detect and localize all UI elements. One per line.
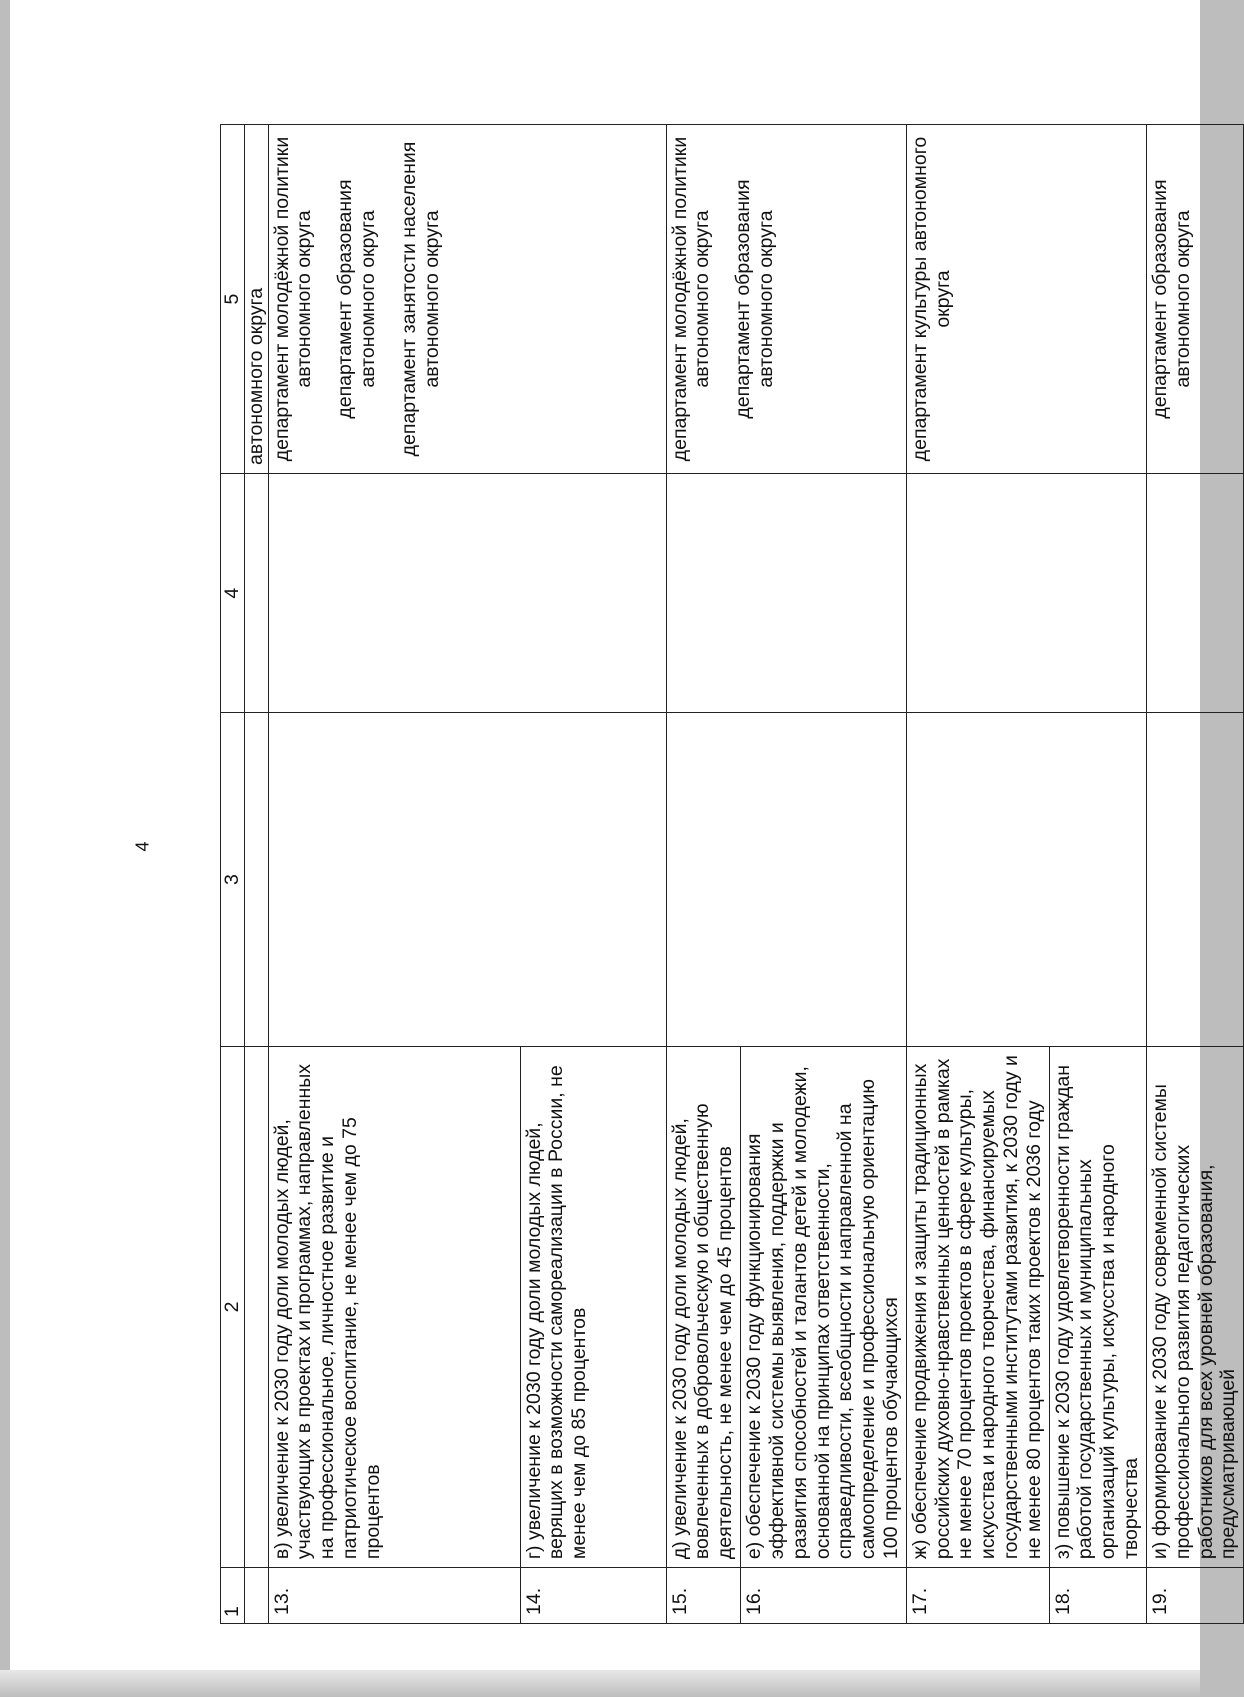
column-header: 1 — [221, 1568, 245, 1624]
row-col3 — [268, 713, 666, 1046]
table-row — [666, 125, 740, 1624]
responsible-entry: департамент молодёжной политики автономного округа — [668, 136, 714, 462]
row-number: 18. — [1049, 1568, 1146, 1624]
table-row — [268, 125, 520, 1624]
responsible-entry: департамент образования автономного округа — [732, 179, 778, 419]
row-number: 13. — [268, 1568, 520, 1624]
responsible-cell — [268, 125, 666, 474]
column-header: 2 — [221, 1046, 245, 1567]
row-col4 — [1146, 474, 1243, 713]
row-text-content: в) увеличение к 2030 году доли молодых людей, участвующих в проектах и программах, направленных на профессиональное, личностное развитие и патриотическое воспитание, не менее чем до 75 процентов — [270, 1063, 384, 1560]
row-number: 17. — [906, 1568, 1049, 1624]
rotated-table-wrapper — [220, 124, 1240, 1624]
table-cell — [244, 1568, 268, 1624]
scanner-edge — [0, 1670, 1200, 1697]
table-row — [1146, 125, 1243, 1624]
row-text: и) формирование к 2030 году современной системы профессионального развития педагогических работников для всех уровней образования, предусматривающей — [1146, 1046, 1243, 1567]
responsible-entry: департамент занятости населения автономного округа — [397, 141, 443, 457]
measures-table — [220, 124, 1244, 1624]
table-row — [906, 125, 1049, 1624]
column-header: 4 — [221, 474, 245, 713]
column-header: 5 — [221, 125, 245, 474]
row-text: е) обеспечение к 2030 году функционирования эффективной системы выявления, поддержки и развития способностей и талантов детей и молодежи, основанной на принципах ответственности, справедливости, всеобщности и направленной на самоопределение и профессиональную ориентацию 100 процентов обучающихся — [741, 1046, 907, 1567]
row-number: 19. — [1146, 1568, 1243, 1624]
responsible-entry: департамент молодёжной политики автономного округа — [270, 136, 316, 462]
responsible-entry: департамент образования автономного округа — [334, 179, 380, 419]
page-number: 4 — [132, 841, 153, 852]
continuation-row — [244, 125, 268, 1624]
responsible-entry: департамент культуры автономного округа — [908, 136, 954, 462]
responsible-entry: департамент образования автономного округа — [1148, 179, 1194, 419]
document-page — [10, 0, 1240, 1697]
row-col4 — [906, 474, 1146, 713]
table-cell — [244, 474, 268, 713]
responsible-cell — [666, 125, 906, 474]
column-header: 3 — [221, 713, 245, 1046]
row-number: 16. — [741, 1568, 907, 1624]
table-cell — [244, 713, 268, 1046]
row-text — [268, 1046, 520, 1567]
row-col3 — [666, 713, 906, 1046]
row-col3 — [906, 713, 1146, 1046]
row-col3 — [1146, 713, 1243, 1046]
row-number: 14. — [520, 1568, 666, 1624]
responsible-cell — [906, 125, 1146, 474]
row-text: ж) обеспечение продвижения и защиты традиционных российских духовно-нравственных ценностей в рамках не менее 70 процентов проектов в сфере культуры, искусства и народного творчества, финансируемых государственными институтами развития, к 2030 году и не менее 80 процентов таких проектов к 2036 году — [906, 1046, 1049, 1567]
column-number-header-row — [221, 125, 245, 1624]
responsible-cell — [1146, 125, 1243, 474]
row-col4 — [666, 474, 906, 713]
continuation-cell: автономного округа — [244, 125, 268, 474]
table-cell — [244, 1046, 268, 1567]
row-text: д) увеличение к 2030 году доли молодых людей, вовлеченных в добровольческую и общественную деятельность, не менее чем до 45 процентов — [666, 1046, 740, 1567]
row-col4 — [268, 474, 666, 713]
row-number: 15. — [666, 1568, 740, 1624]
row-text: з) повышение к 2030 году удовлетворенности граждан работой государственных и муниципальных организаций культуры, искусства и народного творчества — [1049, 1046, 1146, 1567]
row-text: г) увеличение к 2030 году доли молодых людей, верящих в возможности самореализации в России, не менее чем до 85 процентов — [520, 1046, 666, 1567]
